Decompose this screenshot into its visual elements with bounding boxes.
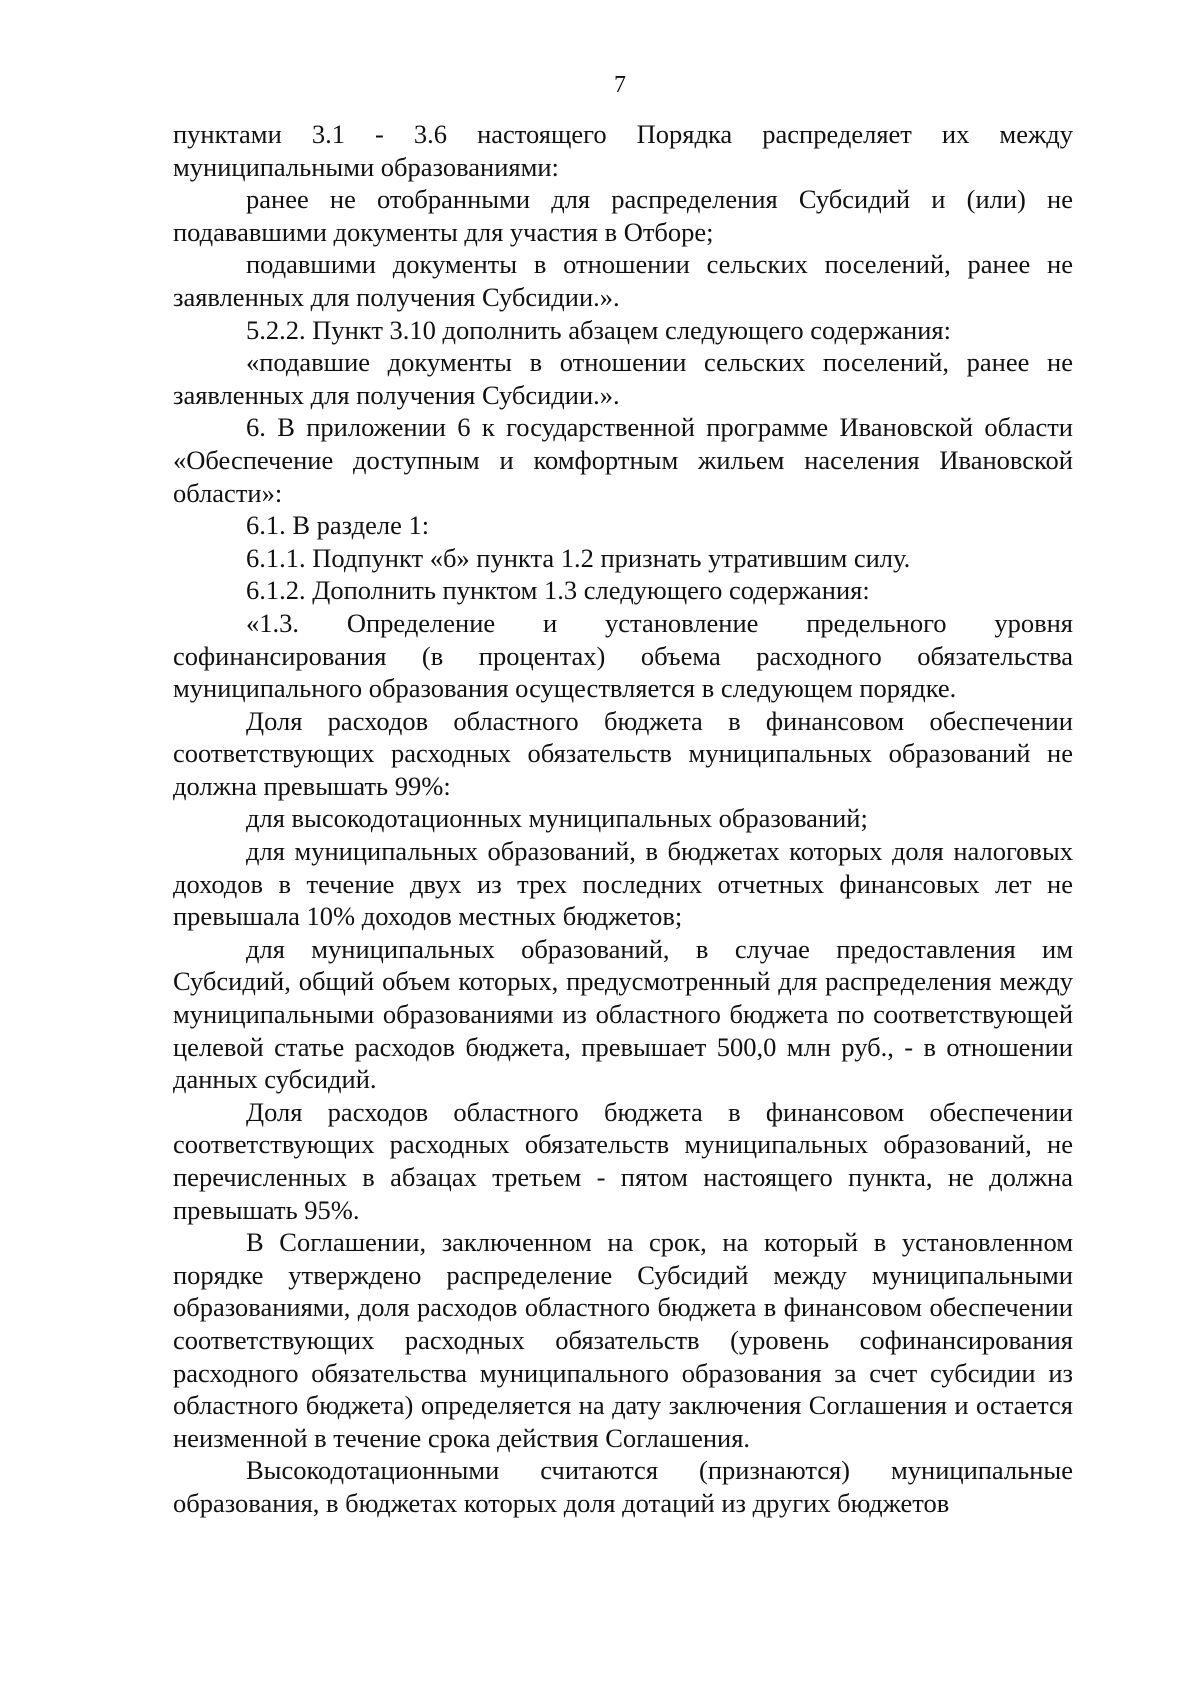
paragraph: пунктами 3.1 - 3.6 настоящего Порядка распределяет их между муниципальными образованиями: (173, 119, 1073, 182)
paragraph: Доля расходов областного бюджета в финансовом обеспечении соответствующих расходных обязательств муниципальных образований не должна превышать 99%: (173, 705, 1073, 801)
paragraph: 5.2.2. Пункт 3.10 дополнить абзацем следующего содержания: (246, 314, 951, 345)
paragraph: 6. В приложении 6 к государственной программе Ивановской области «Обеспечение доступным и комфортным жильем населения Ивановской области»: (173, 412, 1073, 508)
page-number: 7 (614, 72, 626, 98)
paragraph: Высокодотационными считаются (признаются) муниципальные образования, в бюджетах которых доля дотаций из других бюджетов (173, 1455, 1073, 1518)
document-body (173, 118, 1073, 1520)
paragraph: для муниципальных образований, в случае предоставления им Субсидий, общий объем которых, предусмотренный для распределения между муниципальными образованиями из областного бюджета по соответствующей целевой статье расходов бюджета, превышает 500,0 млн руб., - в отношении данных субсидий. (173, 933, 1073, 1095)
paragraph: 6.1.2. Дополнить пунктом 1.3 следующего содержания: (246, 575, 870, 606)
paragraph: для высокодотационных муниципальных образований; (246, 803, 868, 834)
paragraph: «1.3. Определение и установление предельного уровня софинансирования (в процентах) объема расходного обязательства муниципального образования осуществляется в следующем порядке. (173, 607, 1073, 704)
paragraph: ранее не отобранными для распределения Субсидий и (или) не подававшими документы для участия в Отборе; (173, 184, 1073, 247)
paragraph: 6.1.1. Подпункт «б» пункта 1.2 признать утратившим силу. (246, 542, 911, 573)
paragraph: подавшими документы в отношении сельских поселений, ранее не заявленных для получения Субсидии.». (173, 249, 1073, 312)
paragraph: Доля расходов областного бюджета в финансовом обеспечении соответствующих расходных обязательств муниципальных образований, не перечисленных в абзацах третьем - пятом настоящего пункта, не должна превышать 95%. (173, 1096, 1073, 1225)
paragraph: В Соглашении, заключенном на срок, на который в установленном порядке утверждено распределение Субсидий между муниципальными образованиями, доля расходов областного бюджета в финансовом обеспечении соответствующих расходных обязательств (уровень софинансирования расходного обязательства муниципального образования за счет субсидии из областного бюджета) определяется на дату заключения Соглашения и остается неизменной в течение срока действия Соглашения. (173, 1227, 1073, 1453)
paragraph: «подавшие документы в отношении сельских поселений, ранее не заявленных для получения Субсидии.». (173, 347, 1073, 410)
paragraph: 6.1. В разделе 1: (246, 510, 430, 541)
paragraph: для муниципальных образований, в бюджетах которых доля налоговых доходов в течение двух из трех последних отчетных финансовых лет не превышала 10% доходов местных бюджетов; (173, 836, 1073, 932)
